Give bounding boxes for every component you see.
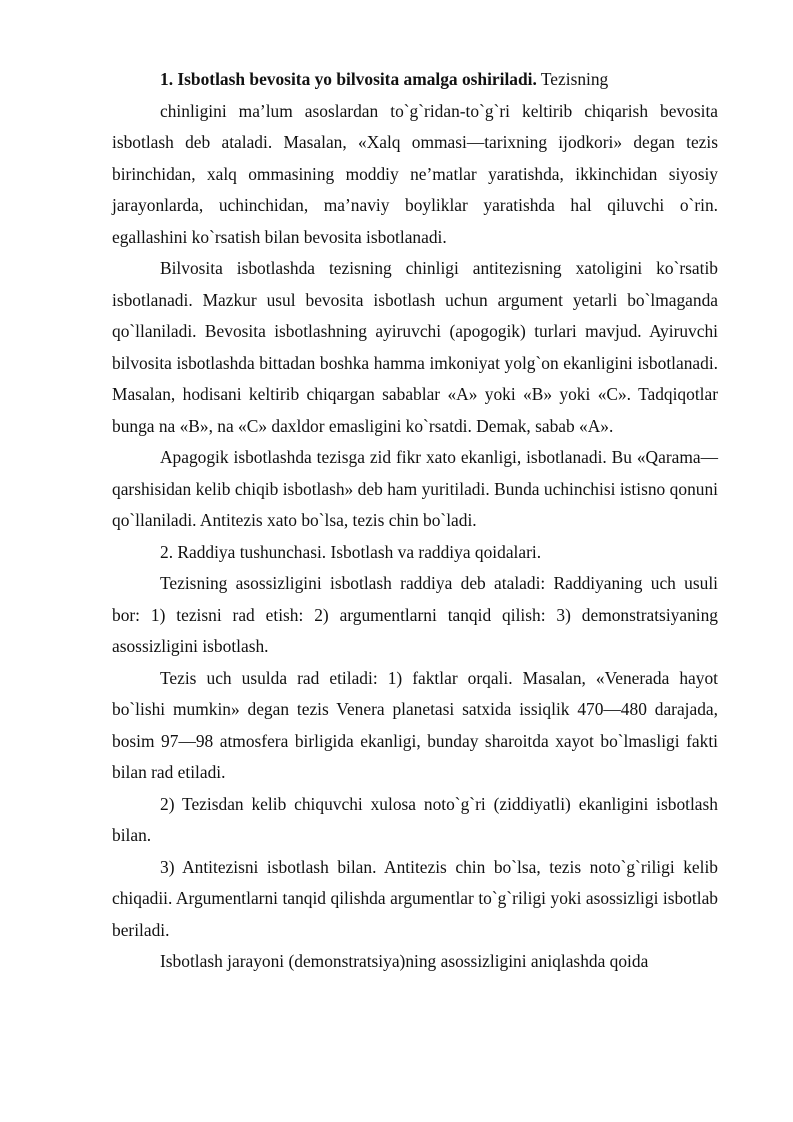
paragraph-8: Isbotlash jarayoni (demonstratsiya)ning asossizligini aniqlashda qoida — [160, 951, 649, 971]
section-heading: 1. Isbotlash bevosita yo bilvosita amalga oshiriladi. — [160, 69, 537, 89]
paragraph-5: Tezis uch usulda rad etiladi: 1) faktlar orqali. Masalan, «Venerada hayot bo`lishi mumkin» degan tezis Venera planetasi satxida issiqlik 470—480 darajada, bosim 97—98 atmosfera birligida ekanligi, bunday sharoitda xayot bo`lmasligi fakti bilan rad etiladi. — [112, 667, 718, 782]
paragraph-4: Tezisning asossizligini isbotlash raddiya deb ataladi: Raddiyaning uch usuli bor: 1) tezisni rad etish: 2) argumentlarni tanqid qilish: 3) demonstratsiyaning asossizligini isbotlash. — [112, 573, 718, 656]
paragraph-3: Apagogik isbotlashda tezisga zid fikr xato ekanligi, isbotlanadi. Bu «Qarama—qarshisidan kelib chiqib isbotlash» deb ham yuritiladi. Bunda uchinchisi istisno qonuni qo`llaniladi. Antitezis xato bo`lsa, tezis chin bo`ladi. — [112, 447, 718, 530]
paragraph-7: 3) Antitezisni isbotlash bilan. Antitezis chin bo`lsa, tezis noto`g`riligi kelib chiqadii. Argumentlarni tanqid qilishda argumentlar to`g`riligi yoki asossizligi isbotlab beriladi. — [112, 856, 718, 940]
paragraph-2: Bilvosita isbotlashda tezisning chinligi antitezisning xatoligini ko`rsatib isbotlanadi. Mazkur usul bevosita isbotlash uchun argument yetarli bo`lmaganda qo`llaniladi. Bevosita isbotlashning ayiruvchi (apogogik) turlari mavjud. Ayiruvchi bilvosita isbotlashda bittadan boshka hamma imkoniyat yolg`on ekanligini isbotlanadi. Masalan, hodisani keltirib chiqargan sabablar «A» yoki «B» yoki «C». Tadqiqotlar bunga na «B», na «C» daxldor emasligini ko`rsatdi. Demak, sabab «A». — [112, 258, 718, 436]
paragraph-1: chinligini ma’lum asoslardan to`g`ridan-to`g`ri keltirib chiqarish bevosita isbotlash deb ataladi. Masalan, «Xalq ommasi—tarixning ijodkori» degan tezis birinchidan, xalq ommasining moddiy ne’matlar yaratishda, ikkinchidan siyosiy jarayonlarda, uchinchidan, ma’naviy boyliklar yaratishda hal qiluvchi o`rin. egallashini ko`rsatish bilan bevosita isbotlanadi. — [112, 100, 718, 247]
paragraph-6: 2) Tezisdan kelib chiquvchi xulosa noto`g`ri (ziddiyatli) ekanligini isbotlash bilan. — [112, 793, 718, 845]
heading-continuation: Tezisning — [536, 69, 609, 89]
document-page — [112, 64, 718, 978]
section-heading-line — [112, 64, 718, 96]
section-heading-2: 2. Raddiya tushunchasi. Isbotlash va raddiya qoidalari. — [160, 541, 542, 562]
